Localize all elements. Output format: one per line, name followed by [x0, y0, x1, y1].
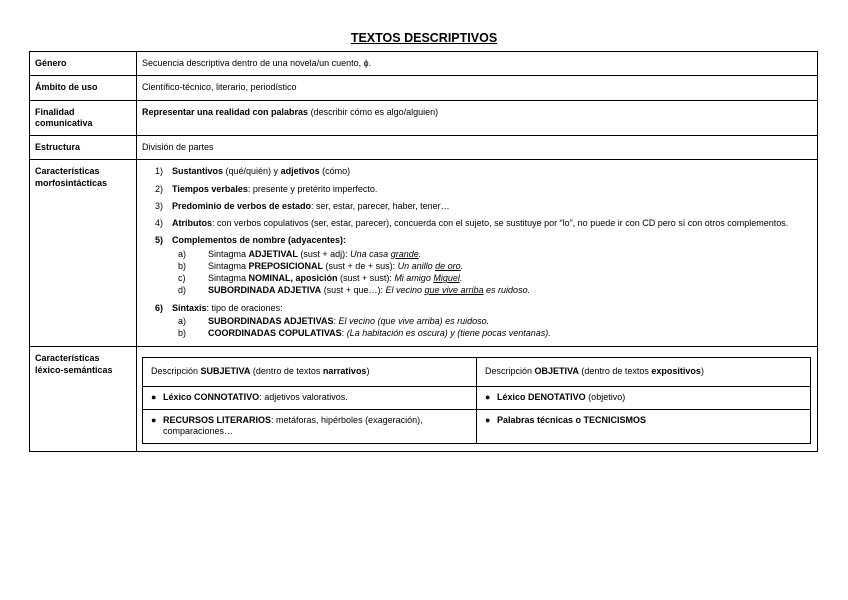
morfo-item-4 — [142, 218, 811, 229]
sub-example: . — [418, 248, 422, 259]
bullet-term: Palabras técnicas o TECNICISMOS — [497, 414, 647, 425]
sub-text: Sintagma — [208, 273, 249, 283]
sub-number: c) — [178, 273, 186, 283]
finalidad-rest: (describir cómo es algo/alguien) — [308, 106, 439, 117]
sub-text: (sust + sust): — [337, 273, 395, 283]
sub-item-b — [172, 261, 811, 272]
sub-text: (sust + que…): — [321, 285, 386, 296]
header-term: SUBJETIVA — [200, 366, 251, 377]
sub-item-c — [172, 273, 811, 284]
row-value-lexico-semanticas — [137, 347, 818, 452]
item-number: 6) — [155, 302, 164, 313]
subjetiva-bullet-1 — [143, 386, 477, 409]
item-term: Sintaxis — [172, 302, 207, 313]
sub-term: ADJETIVAL — [248, 248, 298, 259]
header-objetiva — [477, 358, 811, 386]
header-text: ) — [366, 366, 370, 377]
subjetiva-bullet-2 — [143, 409, 477, 444]
sintaxis-list — [172, 316, 811, 340]
item-term: Predominio de verbos de estado — [172, 200, 312, 211]
bullet-icon: ● — [151, 414, 157, 425]
inner-row-recursos — [143, 409, 811, 444]
row-lexico-semanticas — [30, 347, 818, 452]
bullet-icon: ● — [485, 391, 491, 402]
row-label-finalidad: Finalidad comunicativa — [30, 100, 137, 136]
header-text: (dentro de textos — [578, 366, 652, 377]
sub-item-a — [172, 316, 811, 327]
row-finalidad — [30, 100, 818, 136]
morfo-item-1 — [142, 166, 811, 177]
row-label-lexico-semanticas: Características léxico-semánticas — [30, 347, 137, 452]
header-text: ) — [700, 366, 704, 377]
header-term: narrativos — [322, 366, 367, 377]
item-term: adjetivos — [280, 166, 320, 177]
row-estructura — [30, 136, 818, 160]
sub-example: Mi amigo — [394, 273, 434, 283]
bullet-text: : metáforas, hipérboles (exageración), comparaciones… — [163, 414, 423, 436]
sub-term: PREPOSICIONAL — [248, 260, 324, 271]
item-text: : presente y pretérito imperfecto. — [247, 183, 378, 194]
inner-row-lexico — [143, 386, 811, 409]
header-text: Descripción — [485, 366, 535, 377]
sub-item-a — [172, 249, 811, 260]
header-text: Descripción — [151, 366, 201, 377]
inner-header-row — [143, 358, 811, 386]
complementos-list — [172, 249, 811, 297]
sub-number: a) — [178, 248, 187, 259]
sub-item-d — [172, 285, 811, 296]
row-value-finalidad — [137, 100, 818, 136]
sub-text: (sust + adj): — [297, 248, 351, 259]
header-text: (dentro de textos — [250, 366, 323, 377]
sub-term: NOMINAL, aposición — [248, 273, 338, 283]
header-subjetiva — [143, 358, 477, 386]
item-text: : ser, estar, parecer, haber, tener… — [311, 200, 450, 211]
header-term: OBJETIVA — [534, 366, 579, 377]
description-types-table — [142, 357, 811, 444]
bullet-text: : adjetivos valorativos. — [259, 391, 348, 402]
morfo-list — [142, 166, 811, 339]
item-number: 1) — [155, 166, 164, 177]
sub-term: SUBORDINADAS ADJETIVAS — [208, 315, 334, 326]
morfo-item-2 — [142, 184, 811, 195]
bullet-text: (objetivo) — [585, 391, 626, 402]
objetiva-bullet-2 — [477, 409, 811, 444]
item-text: (qué/quién) y — [223, 166, 281, 177]
bullet-term: Léxico CONNOTATIVO — [163, 391, 260, 402]
row-ambito — [30, 76, 818, 100]
sub-number: a) — [178, 315, 187, 326]
sub-text: : — [341, 328, 347, 338]
row-morfosintacticas — [30, 160, 818, 347]
morfo-item-6 — [142, 303, 811, 340]
row-label-estructura: Estructura — [30, 136, 137, 160]
bullet-icon: ● — [485, 414, 491, 425]
sub-item-b — [172, 328, 811, 339]
item-number: 3) — [155, 200, 164, 211]
row-label-ambito: Ámbito de uso — [30, 76, 137, 100]
sub-text: (sust + de + sus): — [323, 260, 398, 271]
bullet-icon: ● — [151, 391, 157, 402]
item-term: Tiempos verbales — [172, 183, 248, 194]
sub-example-underlined: grande — [390, 248, 419, 259]
descriptive-texts-table — [29, 51, 818, 452]
sub-text: Sintagma — [208, 260, 249, 271]
bullet-term: RECURSOS LITERARIOS — [163, 414, 272, 425]
sub-number: d) — [178, 285, 187, 296]
sub-example: es ruidoso. — [483, 285, 531, 296]
row-genero — [30, 52, 818, 76]
item-text: : con verbos copulativos (ser, estar, parecer), concuerda con el sujeto, se sustituye por “lo”, no puede ir con CD pero sí con otros complementos. — [212, 218, 789, 228]
row-label-genero: Género — [30, 52, 137, 76]
row-value-ambito: Científico-técnico, literario, periodístico — [137, 76, 818, 100]
sub-example-underlined: de oro — [435, 260, 461, 271]
sub-number: b) — [178, 328, 187, 338]
sub-example-underlined: Miguel — [433, 273, 460, 283]
sub-text: : — [333, 315, 339, 326]
page-title: TEXTOS DESCRIPTIVOS — [350, 31, 498, 45]
morfo-item-3 — [142, 201, 811, 212]
row-value-estructura: División de partes — [137, 136, 818, 160]
item-text: : tipo de oraciones: — [206, 302, 283, 313]
morfo-item-5 — [142, 235, 811, 296]
sub-example: (La habitación es oscura) y (tiene pocas ventanas). — [346, 328, 551, 338]
sub-example: . — [460, 260, 464, 271]
item-term: Atributos — [172, 218, 212, 228]
row-label-morfosintacticas: Características morfosintácticas — [30, 160, 137, 347]
sub-example: . — [459, 273, 463, 283]
item-text: (cómo) — [319, 166, 351, 177]
sub-example-underlined: que vive arriba — [424, 285, 484, 296]
sub-term: SUBORDINADA ADJETIVA — [208, 285, 322, 296]
sub-example: Una casa — [350, 248, 391, 259]
bullet-term: Léxico DENOTATIVO — [497, 391, 586, 402]
header-term: expositivos — [651, 366, 701, 377]
sub-example: Un anillo — [397, 260, 436, 271]
sub-text: Sintagma — [208, 248, 249, 259]
row-value-genero: Secuencia descriptiva dentro de una novela/un cuento, ɸ. — [137, 52, 818, 76]
sub-term: COORDINADAS COPULATIVAS — [208, 328, 342, 338]
item-term: Complementos de nombre (adyacentes): — [172, 235, 347, 246]
sub-example: El vecino — [385, 285, 425, 296]
item-term: Sustantivos — [172, 166, 224, 177]
item-number: 5) — [155, 235, 164, 246]
row-value-morfosintacticas — [137, 160, 818, 347]
sub-number: b) — [178, 260, 187, 271]
item-number: 4) — [155, 218, 164, 228]
item-number: 2) — [155, 183, 164, 194]
objetiva-bullet-1 — [477, 386, 811, 409]
sub-example: El vecino (que vive arriba) es ruidoso. — [338, 315, 490, 326]
finalidad-bold: Representar una realidad con palabras — [142, 106, 309, 117]
